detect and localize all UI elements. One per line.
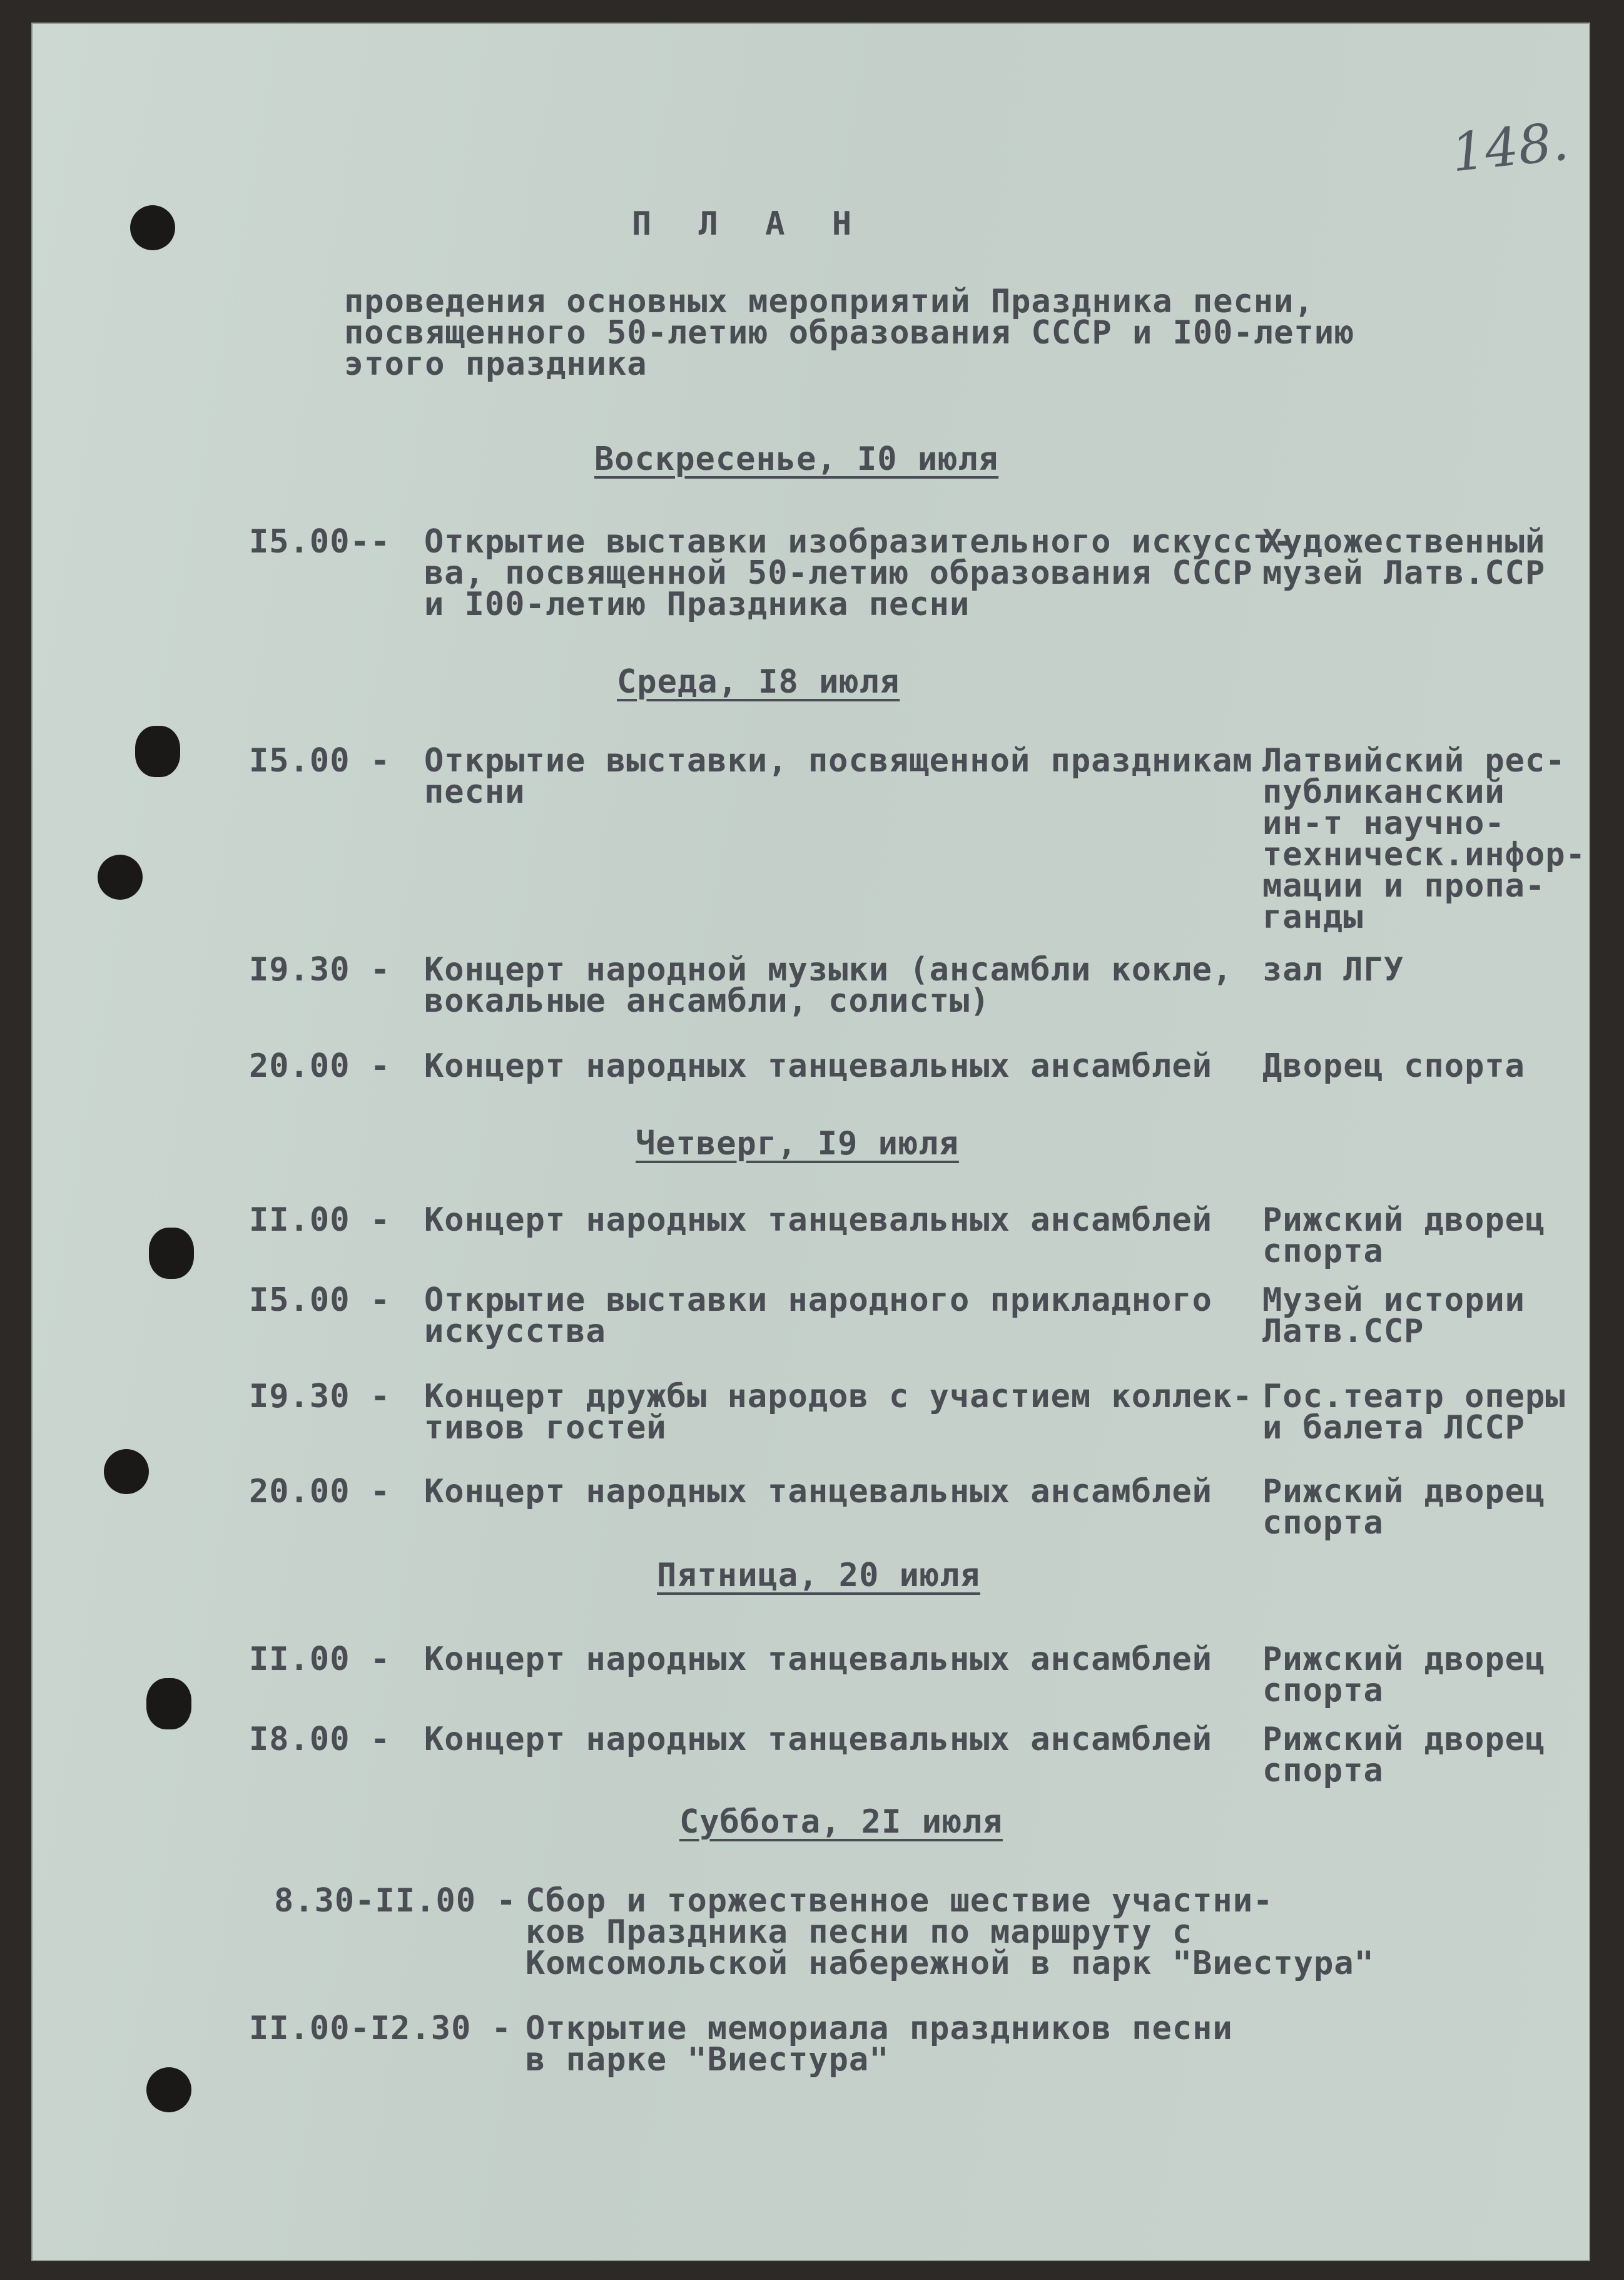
day-heading: Суббота, 2I июля (679, 1803, 1003, 1841)
day-heading: Пятница, 20 июля (657, 1557, 980, 1594)
event-venue: Рижский дворец (1262, 1641, 1546, 1678)
event-description: Концерт народных танцевальных ансамблей (424, 1641, 1212, 1678)
event-description: ков Праздника песни по маршруту с (525, 1913, 1193, 1951)
event-venue: Латв.ССР (1262, 1313, 1424, 1350)
event-venue: спорта (1262, 1752, 1384, 1789)
binder-hole (146, 1678, 191, 1729)
day-heading: Четверг, I9 июля (636, 1125, 959, 1163)
event-venue: и балета ЛССР (1262, 1409, 1525, 1447)
event-venue: мации и пропа- (1262, 867, 1546, 905)
event-venue: Латвийский рес- (1262, 742, 1566, 780)
event-description: Комсомольской набережной в парк "Виестура" (525, 1945, 1374, 1982)
event-description: ва, посвященной 50-летию образования СССР (424, 554, 1253, 592)
event-time: II.00 - (249, 1201, 391, 1239)
event-description: и I00-летию Праздника песни (424, 586, 970, 623)
event-description: Концерт дружбы народов с участием коллек- (424, 1378, 1253, 1415)
event-description: Открытие выставки народного прикладного (424, 1281, 1212, 1319)
event-venue: Гос.театр оперы (1262, 1378, 1566, 1415)
event-venue: Музей истории (1262, 1281, 1525, 1319)
document-page (31, 23, 1590, 2261)
event-time: I9.30 - (249, 951, 391, 989)
day-heading: Воскресенье, I0 июля (594, 440, 999, 478)
event-description: тивов гостей (424, 1409, 667, 1447)
event-description: в парке "Виестура" (525, 2041, 890, 2079)
binder-hole (135, 726, 180, 777)
binder-hole (104, 1449, 149, 1494)
event-venue: зал ЛГУ (1262, 951, 1404, 989)
event-description: искусства (424, 1313, 606, 1350)
event-venue: спорта (1262, 1672, 1384, 1709)
binder-hole (98, 855, 143, 900)
event-description: Концерт народных танцевальных ансамблей (424, 1473, 1212, 1510)
event-venue: Рижский дворец (1262, 1201, 1546, 1239)
subtitle-line: посвященного 50-летию образования СССР и I00-летию (344, 314, 1355, 352)
binder-hole (130, 205, 175, 250)
event-description: Сбор и торжественное шествие участни- (525, 1882, 1274, 1920)
page-number: 148. (1448, 110, 1571, 184)
day-heading: Среда, I8 июля (617, 663, 900, 701)
event-venue: Рижский дворец (1262, 1721, 1546, 1758)
event-description: Концерт народных танцевальных ансамблей (424, 1201, 1212, 1239)
event-description: вокальные ансамбли, солисты) (424, 982, 990, 1020)
binder-hole (149, 1228, 194, 1279)
event-venue: музей Латв.ССР (1262, 554, 1546, 592)
event-time: II.00 - (249, 1641, 391, 1678)
event-description: Открытие мемориала праздников песни (525, 2010, 1233, 2047)
event-time: I5.00-- (249, 523, 391, 561)
event-description: песни (424, 773, 525, 811)
binder-hole (146, 2067, 191, 2112)
subtitle-line: этого праздника (344, 345, 647, 383)
event-description: Концерт народных танцевальных ансамблей (424, 1721, 1212, 1758)
event-description: Концерт народных танцевальных ансамблей (424, 1047, 1212, 1085)
event-time: 8.30-II.00 - (274, 1882, 517, 1920)
event-venue: Дворец спорта (1262, 1047, 1525, 1085)
event-time: I9.30 - (249, 1378, 391, 1415)
event-venue: публиканский (1262, 773, 1505, 811)
event-time: I8.00 - (249, 1721, 391, 1758)
page-title: П Л А Н (632, 205, 866, 243)
event-time: II.00-I2.30 - (249, 2010, 512, 2047)
event-description: Концерт народной музыки (ансамбли кокле, (424, 951, 1233, 989)
event-venue: Рижский дворец (1262, 1473, 1546, 1510)
subtitle-line: проведения основных мероприятий Праздника песни, (344, 283, 1314, 320)
event-description: Открытие выставки, посвященной праздникам (424, 742, 1253, 780)
event-venue: спорта (1262, 1504, 1384, 1542)
event-venue: техническ.инфор- (1262, 836, 1586, 873)
event-venue: ин-т научно- (1262, 805, 1505, 842)
event-venue: ганды (1262, 898, 1364, 936)
event-time: I5.00 - (249, 742, 391, 780)
event-time: 20.00 - (249, 1473, 391, 1510)
event-description: Открытие выставки изобразительного искусст- (424, 523, 1294, 561)
event-time: 20.00 - (249, 1047, 391, 1085)
event-venue: Художественный (1262, 523, 1546, 561)
event-venue: спорта (1262, 1233, 1384, 1270)
event-time: I5.00 - (249, 1281, 391, 1319)
